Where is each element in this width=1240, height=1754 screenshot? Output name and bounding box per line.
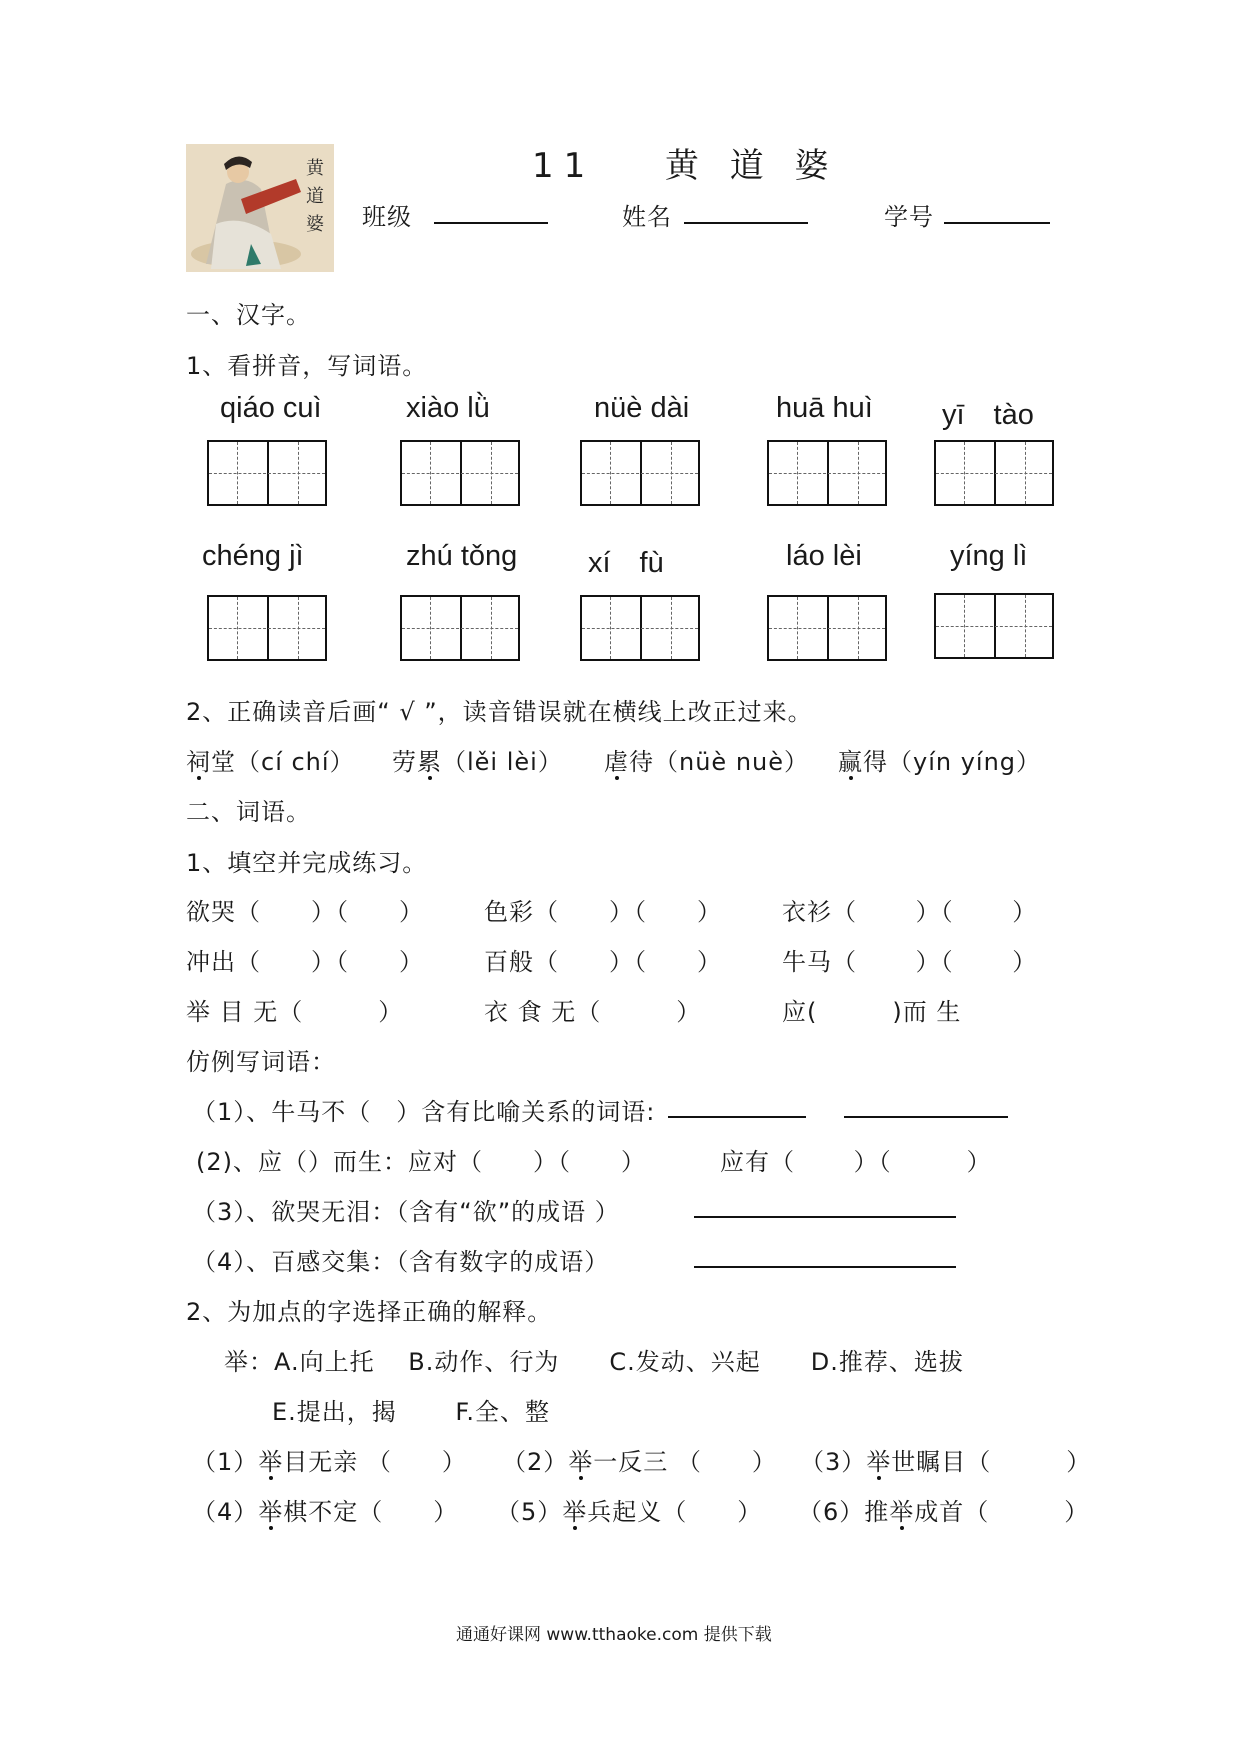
dotted-char: 举 <box>568 1448 594 1476</box>
pinyin-r2-2: zhú tǒng <box>406 540 518 572</box>
imitate-1-answer-line-1[interactable] <box>668 1116 806 1118</box>
writing-grid-r1-1[interactable] <box>207 440 327 506</box>
class-label: 班级 <box>362 203 412 231</box>
fill-item-r3-1[interactable]: 举 目 无（ ） <box>186 998 404 1026</box>
dotted-char: 举 <box>866 1448 892 1476</box>
pinyin-r1-2: xiào lǜ <box>406 392 490 424</box>
portrait-calligraphy-char-2: 道 <box>306 186 324 207</box>
dotted-char: 祠 <box>186 748 211 776</box>
writing-grid-r1-5[interactable] <box>934 440 1054 506</box>
name-label: 姓名 <box>622 203 672 231</box>
huang-daopo-portrait <box>186 144 334 272</box>
meaning-item-2[interactable]: （2）举一反三 （ ） <box>502 1448 777 1476</box>
writing-grid-r2-2[interactable] <box>400 595 520 661</box>
writing-grid-r1-2[interactable] <box>400 440 520 506</box>
writing-grid-r2-3[interactable] <box>580 595 700 661</box>
meaning-item-5[interactable]: （5）举兵起义（ ） <box>496 1498 763 1526</box>
fill-item-r1-2[interactable]: 色彩（ ）（ ） <box>484 898 722 926</box>
pinyin-r1-1: qiáo cuì <box>220 392 322 424</box>
id-field[interactable] <box>944 222 1050 224</box>
meaning-item-3[interactable]: （3）举世瞩目（ ） <box>800 1448 1092 1476</box>
pinyin-r1-3: nüè dài <box>594 392 690 424</box>
class-field[interactable] <box>434 222 548 224</box>
portrait-calligraphy-char-3: 婆 <box>306 214 324 235</box>
footer-source: 通通好课网 www.tthaoke.com 提供下载 <box>456 1625 772 1645</box>
meaning-options-line-1: 举：A.向上托 B.动作、行为 C.发动、兴起 D.推荐、选拔 <box>224 1348 964 1376</box>
section2-q1-prompt: 1、填空并完成练习。 <box>186 849 428 877</box>
worksheet-title <box>532 138 839 187</box>
dotted-char: 累 <box>417 748 442 776</box>
section1-heading: 一、汉字。 <box>186 301 311 329</box>
dotted-char: 虐 <box>604 748 629 776</box>
meaning-item-4[interactable]: （4）举棋不定（ ） <box>192 1498 459 1526</box>
title-number: 11 <box>532 146 596 186</box>
imitate-label: 仿例写词语： <box>186 1048 336 1076</box>
pinyin-r2-4: láo lèi <box>786 540 862 572</box>
pinyin-r2-1: chéng jì <box>202 540 304 572</box>
fill-item-r3-2[interactable]: 衣 食 无（ ） <box>484 998 702 1026</box>
writing-grid-r2-5[interactable] <box>934 593 1054 659</box>
meaning-item-1[interactable]: （1）举目无亲 （ ） <box>192 1448 467 1476</box>
title-text: 黄 道 婆 <box>664 146 839 186</box>
portrait-calligraphy-char-1: 黄 <box>306 158 324 179</box>
dotted-char: 举 <box>889 1498 915 1526</box>
pronunciation-item-1: 祠堂（cí chí） <box>186 748 355 776</box>
fill-item-r1-3[interactable]: 衣衫（ ）（ ） <box>782 898 1038 926</box>
imitate-item-4: （4）、百感交集：（含有数字的成语） <box>192 1248 610 1276</box>
dotted-char: 举 <box>562 1498 588 1526</box>
section2-heading: 二、词语。 <box>186 798 311 826</box>
writing-grid-r2-4[interactable] <box>767 595 887 661</box>
section1-q1-prompt: 1、看拼音，写词语。 <box>186 352 428 380</box>
pronunciation-item-3: 虐待（nüè nuè） <box>604 748 810 776</box>
section1-q2-prompt: 2、正确读音后画“ √ ”，读音错误就在横线上改正过来。 <box>186 698 813 726</box>
pinyin-r2-3: xí fù <box>588 547 664 579</box>
pinyin-r1-4: huā huì <box>776 392 873 424</box>
fill-item-r2-3[interactable]: 牛马（ ）（ ） <box>782 948 1038 976</box>
writing-grid-r1-3[interactable] <box>580 440 700 506</box>
imitate-item-3: （3）、欲哭无泪：（含有“欲”的成语 ） <box>192 1198 620 1226</box>
dotted-char: 赢 <box>838 748 863 776</box>
dotted-char: 举 <box>258 1498 284 1526</box>
fill-item-r3-3[interactable]: 应( )而 生 <box>782 998 962 1026</box>
pinyin-r2-5: yíng lì <box>950 540 1028 572</box>
fill-item-r2-2[interactable]: 百般（ ）（ ） <box>484 948 722 976</box>
dotted-char: 举 <box>258 1448 284 1476</box>
name-field[interactable] <box>684 222 808 224</box>
imitate-item-1: （1）、牛马不（ ）含有比喻关系的词语: <box>192 1098 656 1126</box>
imitate-3-answer-line[interactable] <box>694 1216 956 1218</box>
pronunciation-item-2: 劳累（lěi lèi） <box>392 748 563 776</box>
id-label: 学号 <box>884 203 934 231</box>
meaning-item-6[interactable]: （6）推举成首（ ） <box>798 1498 1090 1526</box>
pronunciation-item-4: 赢得（yín yíng） <box>838 748 1042 776</box>
portrait-image <box>186 144 334 272</box>
imitate-4-answer-line[interactable] <box>694 1266 956 1268</box>
meaning-options-line-2: E.提出，揭 F.全、整 <box>272 1398 550 1426</box>
writing-grid-r2-1[interactable] <box>207 595 327 661</box>
imitate-item-2[interactable]: (2)、应（）而生：应对（ ）（ ） <box>196 1148 646 1176</box>
imitate-item-2-extra[interactable]: 应有（ ）（ ） <box>720 1148 992 1176</box>
fill-item-r2-1[interactable]: 冲出（ ）（ ） <box>186 948 424 976</box>
pinyin-r1-5: yī tào <box>942 399 1034 431</box>
writing-grid-r1-4[interactable] <box>767 440 887 506</box>
imitate-1-answer-line-2[interactable] <box>844 1116 1008 1118</box>
section2-q2-prompt: 2、为加点的字选择正确的解释。 <box>186 1298 553 1326</box>
fill-item-r1-1[interactable]: 欲哭（ ）（ ） <box>186 898 424 926</box>
